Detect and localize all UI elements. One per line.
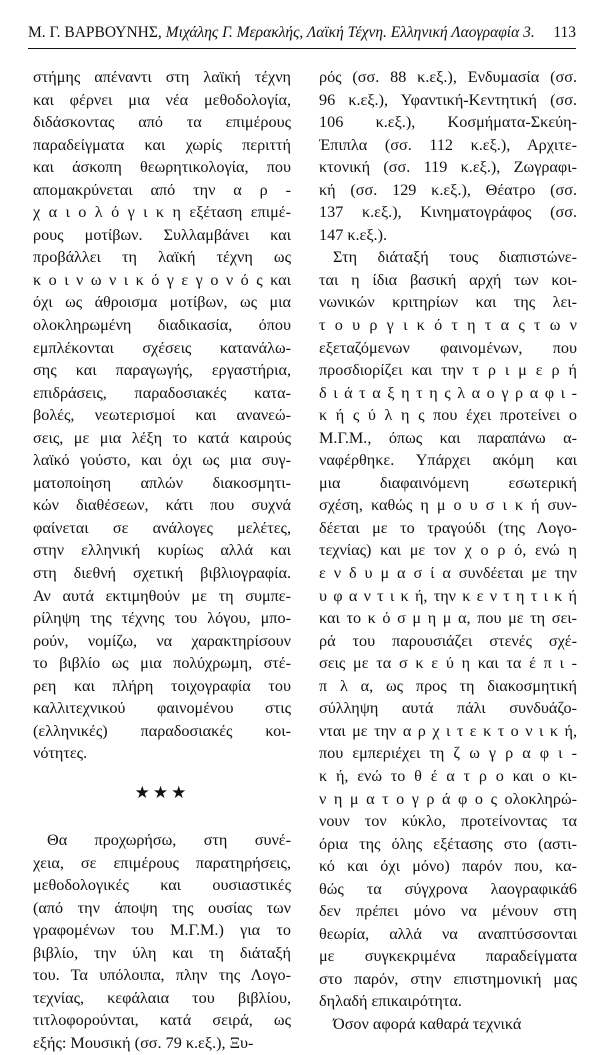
text-line: δ ι ά τ α ξ η τ η ς λ α ο γ ρ α φ ι - <box>319 383 577 402</box>
text-line: νωνικών κριτηρίων και της λει- <box>319 293 577 312</box>
text-line: σχέση, καθώς η μ ο υ σ ι κ ή συν- <box>319 496 577 515</box>
text-line: (ελληνικές) παραδοσιακές κοι- <box>33 721 291 740</box>
section-separator: ★★★ <box>134 783 190 804</box>
text-line: κ ή ς ύ λ η ς που έχει προτείνει ο <box>319 406 577 425</box>
left-paragraph-1 <box>33 66 291 765</box>
text-line: θεωρία, αλλά να αναπτύσσονται <box>319 924 577 943</box>
text-line: Έπιπλα (σσ. 112 κ.εξ.), Αρχιτε- <box>319 135 577 154</box>
right-paragraph-3 <box>319 1013 577 1036</box>
page-number: 113 <box>553 24 576 41</box>
text-line: ται η ίδια βασική αρχή των κοι- <box>319 270 577 289</box>
text-line: όχι ως άθροισμα μοτίβων, ως μια <box>33 293 291 312</box>
text-line: νται με την α ρ χ ι τ ε κ τ ο ν ι κ ή, <box>319 721 577 740</box>
text-line: διδάσκοντας από τα επιμέρους <box>33 113 291 132</box>
text-line: στη διεθνή σχετική βιβλιογραφία. <box>33 564 291 583</box>
text-line: δηλαδή επικαιρότητα. <box>319 992 462 1011</box>
text-line: με συγκεκριμένα παραδείγματα <box>319 947 577 966</box>
text-line: Όσον αφορά καθαρά τεχνικά <box>333 1014 522 1033</box>
text-line: ματοποίηση απλών διακοσμητι- <box>33 473 291 492</box>
text-line: κών διαθέσεων, κάτι που συχνά <box>33 496 291 515</box>
text-line: κή (σσ. 129 κ.εξ.), Θέατρο (σσ. <box>319 180 577 199</box>
text-line: προβάλλει τη λαϊκή τέχνη ως <box>33 248 291 267</box>
text-line: παραδείγματα και χωρίς περιττή <box>33 135 291 154</box>
text-line: νουν τον κύκλο, προτείνοντας τα <box>319 812 577 831</box>
text-line: κ ο ι ν ω ν ι κ ό γ ε γ ο ν ό ς και <box>33 270 291 289</box>
text-line: 106 κ.εξ.), Κοσμήματα-Σκεύη- <box>319 113 577 132</box>
text-line: σύλληψη αυτά πάλι συνδυάζο- <box>319 699 577 718</box>
text-line: θώς τα σύγχρονα λαογραφικά6 <box>319 879 577 898</box>
text-line: εξεταζόμενων φαινομένων, που <box>319 338 577 357</box>
text-line: ρούν, νομίζω, να χαρακτηρίσουν <box>33 631 291 650</box>
text-line: Θα προχωρήσω, στη συνέ- <box>47 831 291 850</box>
running-header <box>28 24 576 49</box>
left-paragraph-2 <box>33 829 291 1054</box>
text-line: σεις με τα σ κ ε ύ η και τα έ π ι - <box>319 654 577 673</box>
text-line: στήμης απέναντι στη λαϊκή τέχνη <box>33 68 291 86</box>
text-line: κ ή, ενώ το θ έ α τ ρ ο και ο κι- <box>319 766 577 785</box>
right-paragraph-2 <box>319 246 577 1013</box>
text-line: στην ελληνική κυρίως αλλά και <box>33 541 291 560</box>
text-line: φαίνεται σε ανάλογες μελέτες, <box>33 518 291 537</box>
text-line: όρια της όλης εξέτασης στο (αστι- <box>319 834 577 853</box>
text-line: που εμπεριέχει τη ζ ω γ ρ α φ ι - <box>319 744 577 763</box>
text-line: ε ν δ υ μ α σ ί α συνδέεται με την <box>319 564 577 583</box>
text-line: βολές, νεωτερισμοί και ανανεώ- <box>33 406 291 425</box>
text-line: Αν αυτά εκτιμηθούν με τη συμπε- <box>33 586 291 605</box>
text-line: γραφομένων του Μ.Γ.Μ.) για το <box>33 921 291 940</box>
text-line: τεχνίας, κεφάλαια του βιβλίου, <box>33 988 291 1007</box>
text-line: ολοκληρωμένη διαδικασία, όπου <box>33 316 291 335</box>
text-line: και το κ ό σ μ η μ α, που με τη σει- <box>319 609 577 628</box>
text-line: υ φ α ν τ ι κ ή, την κ ε ν τ η τ ι κ ή <box>319 586 577 605</box>
text-line: λαϊκό γούστο, και όχι ως μια συγ- <box>33 451 291 470</box>
left-column-lower <box>33 829 291 1054</box>
right-column <box>319 66 577 1036</box>
text-line: δέεται με το τραγούδι (της Λογο- <box>319 518 577 537</box>
text-line: και φέρνει μια νέα μεθοδολογία, <box>33 90 291 109</box>
text-line: κτονική (σσ. 119 κ.εξ.), Ζωγραφι- <box>319 158 577 177</box>
text-line: και άσκοπη θεωρητικολογία, που <box>33 158 291 177</box>
text-line: 147 κ.εξ.). <box>319 225 388 244</box>
text-line: δεν πρέπει μόνο να μένουν στη <box>319 902 577 921</box>
text-line: ν η μ α τ ο γ ρ ά φ ο ς ολοκληρώ- <box>319 789 577 808</box>
text-line: Στη διάταξή τους διαπιστώνε- <box>333 248 577 267</box>
text-line: Μ.Γ.Μ., όπως και παραπάνω α- <box>319 428 577 447</box>
text-line: ρίληψη της τέχνης του λόγου, μπο- <box>33 609 291 628</box>
text-line: εξής: Μουσική (σσ. 79 κ.εξ.), Ξυ- <box>33 1033 254 1052</box>
text-line: ρους μοτίβων. Συλλαμβάνει και <box>33 225 291 244</box>
text-line: νότητες. <box>33 744 88 763</box>
text-line: εμπλέκονται σχέσεις κατανάλω- <box>33 338 291 357</box>
left-column <box>33 66 291 765</box>
text-line: σης και παραγωγής, εργαστήρια, <box>33 361 291 380</box>
text-line: σεις, με μια λέξη το κατά καιρούς <box>33 428 291 447</box>
text-line: κό και όχι μόνο) παρόν που, κα- <box>319 857 577 876</box>
text-line: απομακρύνεται από την α ρ - <box>33 180 291 199</box>
text-line: τεχνίας) και με τον χ ο ρ ό, ενώ η <box>319 541 577 560</box>
header-author: Μ. Γ. ΒΑΡΒΟΥΝΗΣ, <box>28 24 162 41</box>
text-line: επιδράσεις, παραδοσιακές κατα- <box>33 383 291 402</box>
text-line: (από την άποψη της ουσίας των <box>33 898 291 917</box>
text-line: χ α ι ο λ ό γ ι κ η εξέταση επιμέ- <box>33 203 291 222</box>
text-line: π λ α, ως προς τη διακοσμητική <box>319 676 577 695</box>
text-line: στο παρόν, στην επιστημονική μας <box>319 969 577 988</box>
text-line: βιβλίο, την ύλη και τη διάταξή <box>33 943 291 962</box>
text-line: μεθοδολογικές και ουσιαστικές <box>33 876 291 895</box>
text-line: ρεη και πλήρη τοιχογραφία του <box>33 676 291 695</box>
text-line: ρός (σσ. 88 κ.εξ.), Ενδυμασία (σσ. <box>319 68 577 86</box>
right-paragraph-1 <box>319 66 577 246</box>
text-line: του. Τα υπόλοιπα, πλην της Λογο- <box>33 966 291 985</box>
text-line: μια διαφαινόμενη εσωτερική <box>319 473 577 492</box>
text-line: τιτλοφορούνται, κατά σειρά, ως <box>33 1011 291 1030</box>
text-line: 96 κ.εξ.), Υφαντική-Κεντητική (σσ. <box>319 90 577 109</box>
text-line: προσδιορίζει και την τ ρ ι μ ε ρ ή <box>319 361 577 380</box>
text-line: το βιβλίο ως μια πολύχρωμη, στέ- <box>33 654 291 673</box>
text-line: 137 κ.εξ.), Κινηματογράφος (σσ. <box>319 203 577 222</box>
text-line: χεια, σε επιμέρους παρατηρήσεις, <box>33 853 291 872</box>
text-line: καλλιτεχνικού φαινομένου στις <box>33 699 291 718</box>
text-line: ρά του παρουσιάζει στενές σχέ- <box>319 631 577 650</box>
running-title <box>28 24 535 42</box>
header-subtitle: Μιχάλης Γ. Μερακλής, Λαϊκή Τέχνη. Ελληνική Λαογραφία 3. <box>165 24 535 41</box>
text-line: ναφέρθηκε. Υπάρχει ακόμη και <box>319 451 577 470</box>
text-line: τ ο υ ρ γ ι κ ό τ η τ α ς τ ω ν <box>319 316 577 335</box>
